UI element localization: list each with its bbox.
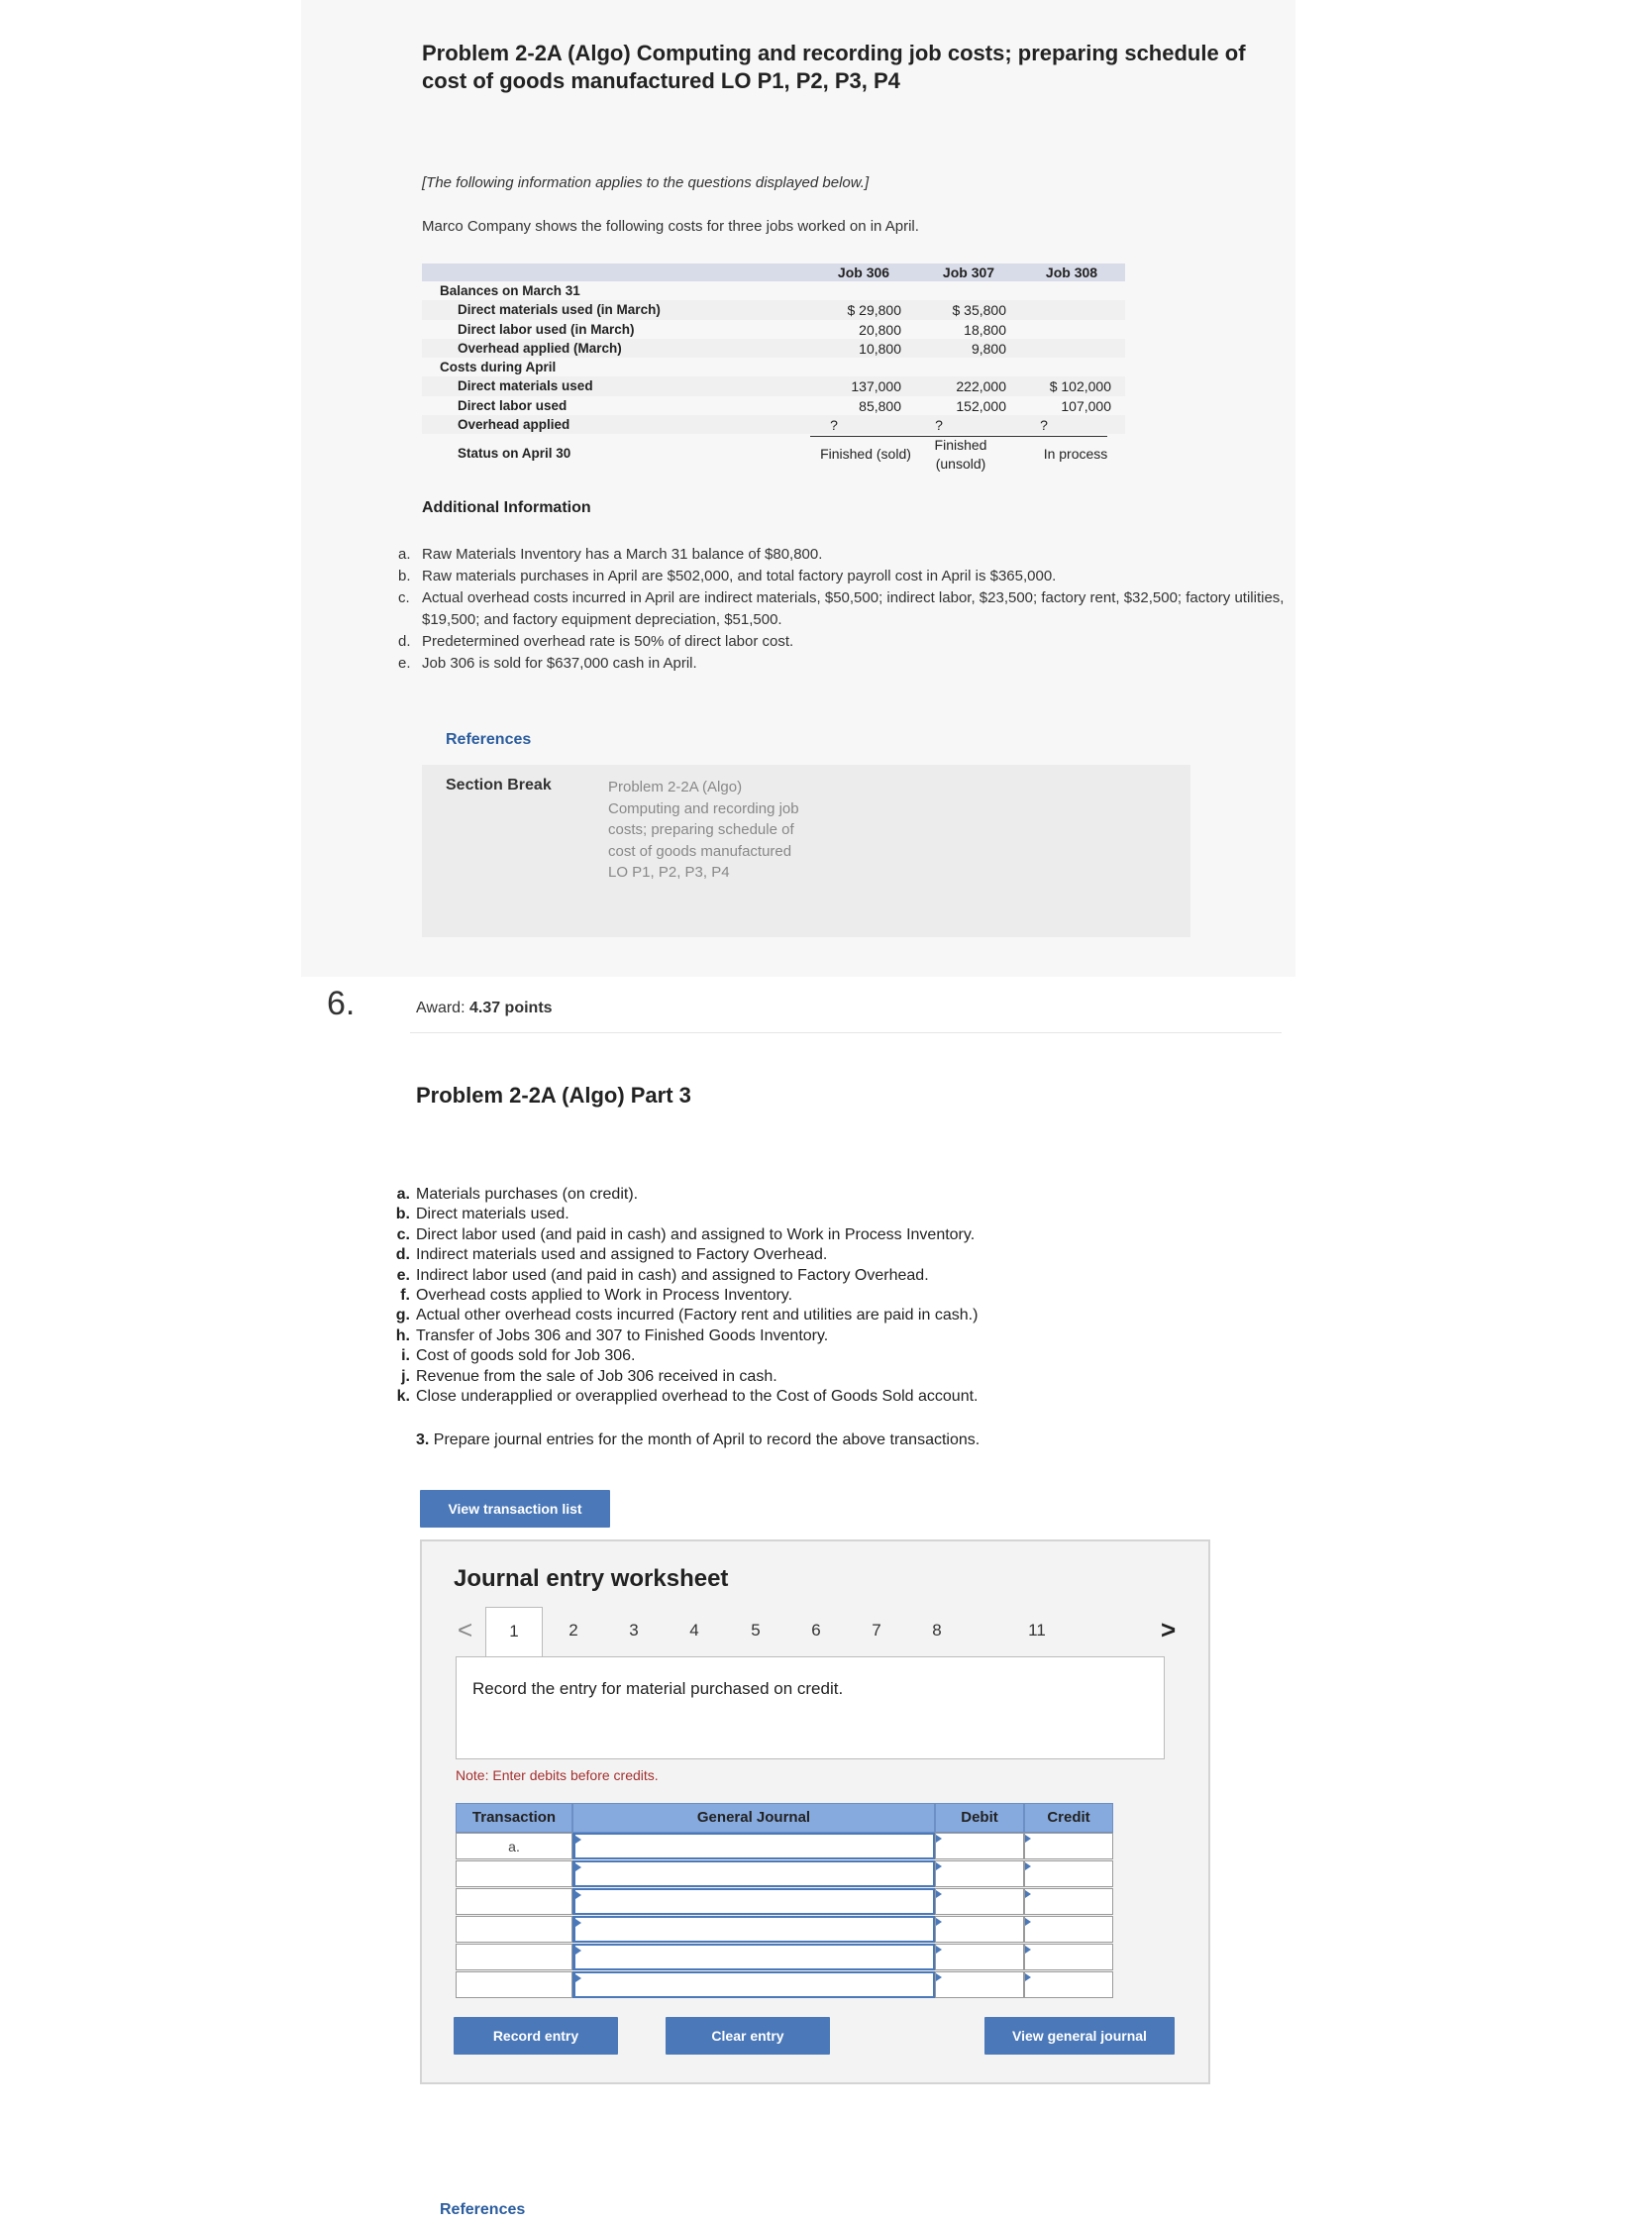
- account-select[interactable]: [572, 1860, 935, 1887]
- transaction-cell[interactable]: [456, 1860, 572, 1887]
- page-tab-8[interactable]: 8: [932, 1621, 942, 1640]
- list-item: h. Transfer of Jobs 306 and 307 to Finished Goods Inventory.: [395, 1326, 829, 1344]
- section-break: [422, 765, 1190, 937]
- page-tab-1[interactable]: 1: [485, 1607, 543, 1656]
- credit-input[interactable]: [1024, 1944, 1113, 1970]
- credit-input[interactable]: [1024, 1916, 1113, 1943]
- debit-input[interactable]: [935, 1860, 1024, 1887]
- col-debit: Debit: [935, 1803, 1024, 1833]
- credit-input[interactable]: [1024, 1888, 1113, 1915]
- list-item: f. Overhead costs applied to Work in Process Inventory.: [400, 1287, 793, 1305]
- credit-input[interactable]: [1024, 1833, 1113, 1859]
- debit-input[interactable]: [935, 1944, 1024, 1970]
- cost-table-header: [422, 264, 1125, 281]
- list-item: a. Raw Materials Inventory has a March 31 balance of $80,800.: [398, 546, 823, 563]
- debit-input[interactable]: [935, 1833, 1024, 1859]
- journal-entry-worksheet: [420, 1539, 1210, 2084]
- list-item: k. Close underapplied or overapplied overhead to the Cost of Goods Sold account.: [396, 1388, 979, 1406]
- debit-input[interactable]: [935, 1888, 1024, 1915]
- page-tab-7[interactable]: 7: [872, 1621, 881, 1640]
- view-general-journal-button[interactable]: View general journal: [984, 2017, 1175, 2055]
- record-entry-button[interactable]: Record entry: [454, 2017, 618, 2055]
- divider: [410, 1032, 1282, 1033]
- account-select[interactable]: [572, 1888, 935, 1915]
- list-item: b. Raw materials purchases in April are $502,000, and total factory payroll cost in April is $365,000.: [398, 568, 1057, 584]
- part-title: Problem 2-2A (Algo) Part 3: [416, 1083, 691, 1108]
- list-item: j. Revenue from the sale of Job 306 received in cash.: [401, 1367, 777, 1385]
- transaction-cell[interactable]: [456, 1944, 572, 1970]
- list-item: a. Materials purchases (on credit).: [396, 1186, 639, 1203]
- transaction-cell[interactable]: [456, 1971, 572, 1998]
- row-oh-april: Overhead applied ? ? ?: [422, 415, 1125, 434]
- row-dm-april: Direct materials used 137,000 222,000 $ 102,000: [422, 376, 1125, 395]
- account-select[interactable]: [572, 1916, 935, 1943]
- list-item: g. Actual other overhead costs incurred (Factory rent and utilities are paid in cash.): [395, 1307, 979, 1324]
- award-points: 4.37 points: [468, 1000, 553, 1016]
- list-item: c. Actual overhead costs incurred in April are indirect materials, $50,500; indirect labor, $23,500; factory rent, $32,500; factory utilities, $19,500; and factory equipment depreciation, $51,500.: [398, 589, 1285, 628]
- header-job-306: Job 306: [837, 265, 890, 280]
- transaction-cell[interactable]: [456, 1916, 572, 1943]
- row-dl-march: Direct labor used (in March) 20,800 18,800: [458, 321, 1006, 338]
- col-transaction: Transaction: [456, 1803, 572, 1833]
- intro-text: Marco Company shows the following costs for three jobs worked on in April.: [422, 218, 919, 235]
- page-tab-2[interactable]: 2: [568, 1621, 578, 1640]
- page-tab-5[interactable]: 5: [751, 1621, 761, 1640]
- debit-input[interactable]: [935, 1971, 1024, 1998]
- list-item: c. Direct labor used (and paid in cash) and assigned to Work in Process Inventory.: [396, 1225, 976, 1243]
- job-cost-table: [422, 264, 1125, 474]
- row-dm-march: Direct materials used (in March) $ 29,800 $ 35,800: [422, 300, 1125, 319]
- list-item: e. Indirect labor used (and paid in cash) and assigned to Factory Overhead.: [396, 1266, 929, 1284]
- row-costs-april: Costs during April: [440, 360, 557, 375]
- credit-input[interactable]: [1024, 1860, 1113, 1887]
- header-job-308: Job 308: [1045, 265, 1098, 280]
- list-item: i. Cost of goods sold for Job 306.: [401, 1347, 636, 1365]
- page-tab-4[interactable]: 4: [689, 1621, 699, 1640]
- row-status: Status on April 30 Finished (sold) Finished (unsold) In process: [422, 434, 1125, 474]
- worksheet-pager: [452, 1607, 1185, 1656]
- view-transaction-list-button[interactable]: View transaction list: [420, 1490, 610, 1528]
- list-item: b. Direct materials used.: [395, 1206, 569, 1223]
- page-tab-3[interactable]: 3: [629, 1621, 639, 1640]
- header-job-307: Job 307: [942, 265, 995, 280]
- row-balances: Balances on March 31: [440, 283, 580, 298]
- award: Award: 4.37 points: [416, 1000, 553, 1016]
- clear-entry-button[interactable]: Clear entry: [666, 2017, 830, 2055]
- references-link-bottom[interactable]: References: [440, 2201, 526, 2218]
- chevron-left-icon[interactable]: <: [458, 1615, 473, 1644]
- row-dl-april: Direct labor used 85,800 152,000 107,000: [458, 397, 1111, 414]
- section-break-label: Section Break: [446, 777, 552, 794]
- entry-note: Note: Enter debits before credits.: [456, 1767, 659, 1783]
- list-item: d. Indirect materials used and assigned to Factory Overhead.: [395, 1246, 828, 1264]
- page-tab-11[interactable]: 11: [1028, 1621, 1046, 1640]
- entry-prompt-box: [456, 1656, 1165, 1759]
- problem-title: Problem 2-2A (Algo) Computing and recording job costs; preparing schedule of cost of goods manufactured LO P1, P2, P3, P4: [422, 41, 1246, 93]
- account-select[interactable]: [572, 1971, 935, 1998]
- list-item: e. Job 306 is sold for $637,000 cash in April.: [398, 655, 697, 672]
- status-job-307: Finished (unsold): [934, 437, 987, 473]
- references-link[interactable]: References: [446, 731, 532, 748]
- account-select[interactable]: [572, 1944, 935, 1970]
- transaction-list: [390, 1185, 978, 1407]
- entry-prompt: Record the entry for material purchased on credit.: [472, 1679, 844, 1698]
- section-break-text: Problem 2-2A (Algo) Computing and recording job costs; preparing schedule of cost of goods manufactured LO P1, P2, P3, P4: [608, 779, 799, 882]
- question-number: 6.: [327, 985, 356, 1022]
- col-general-journal: General Journal: [572, 1803, 935, 1833]
- additional-info-list: [398, 544, 1290, 675]
- list-item: d. Predetermined overhead rate is 50% of direct labor cost.: [398, 633, 794, 650]
- intro-note: [The following information applies to the questions displayed below.]: [422, 174, 870, 191]
- credit-input[interactable]: [1024, 1971, 1113, 1998]
- account-select[interactable]: [572, 1833, 935, 1859]
- worksheet-title: Journal entry worksheet: [454, 1565, 729, 1592]
- transaction-cell[interactable]: a.: [456, 1833, 572, 1859]
- row-oh-march: Overhead applied (March) 10,800 9,800: [422, 339, 1125, 358]
- transaction-cell[interactable]: [456, 1888, 572, 1915]
- status-job-306: Finished (sold): [820, 446, 911, 463]
- col-credit: Credit: [1024, 1803, 1113, 1833]
- status-job-308: In process: [1043, 446, 1108, 463]
- debit-input[interactable]: [935, 1916, 1024, 1943]
- chevron-right-icon[interactable]: >: [1161, 1615, 1177, 1644]
- page-tab-6[interactable]: 6: [811, 1621, 821, 1640]
- instruction-text: 3. Prepare journal entries for the month of April to record the above transactions.: [416, 1431, 981, 1448]
- additional-info-title: Additional Information: [422, 499, 591, 516]
